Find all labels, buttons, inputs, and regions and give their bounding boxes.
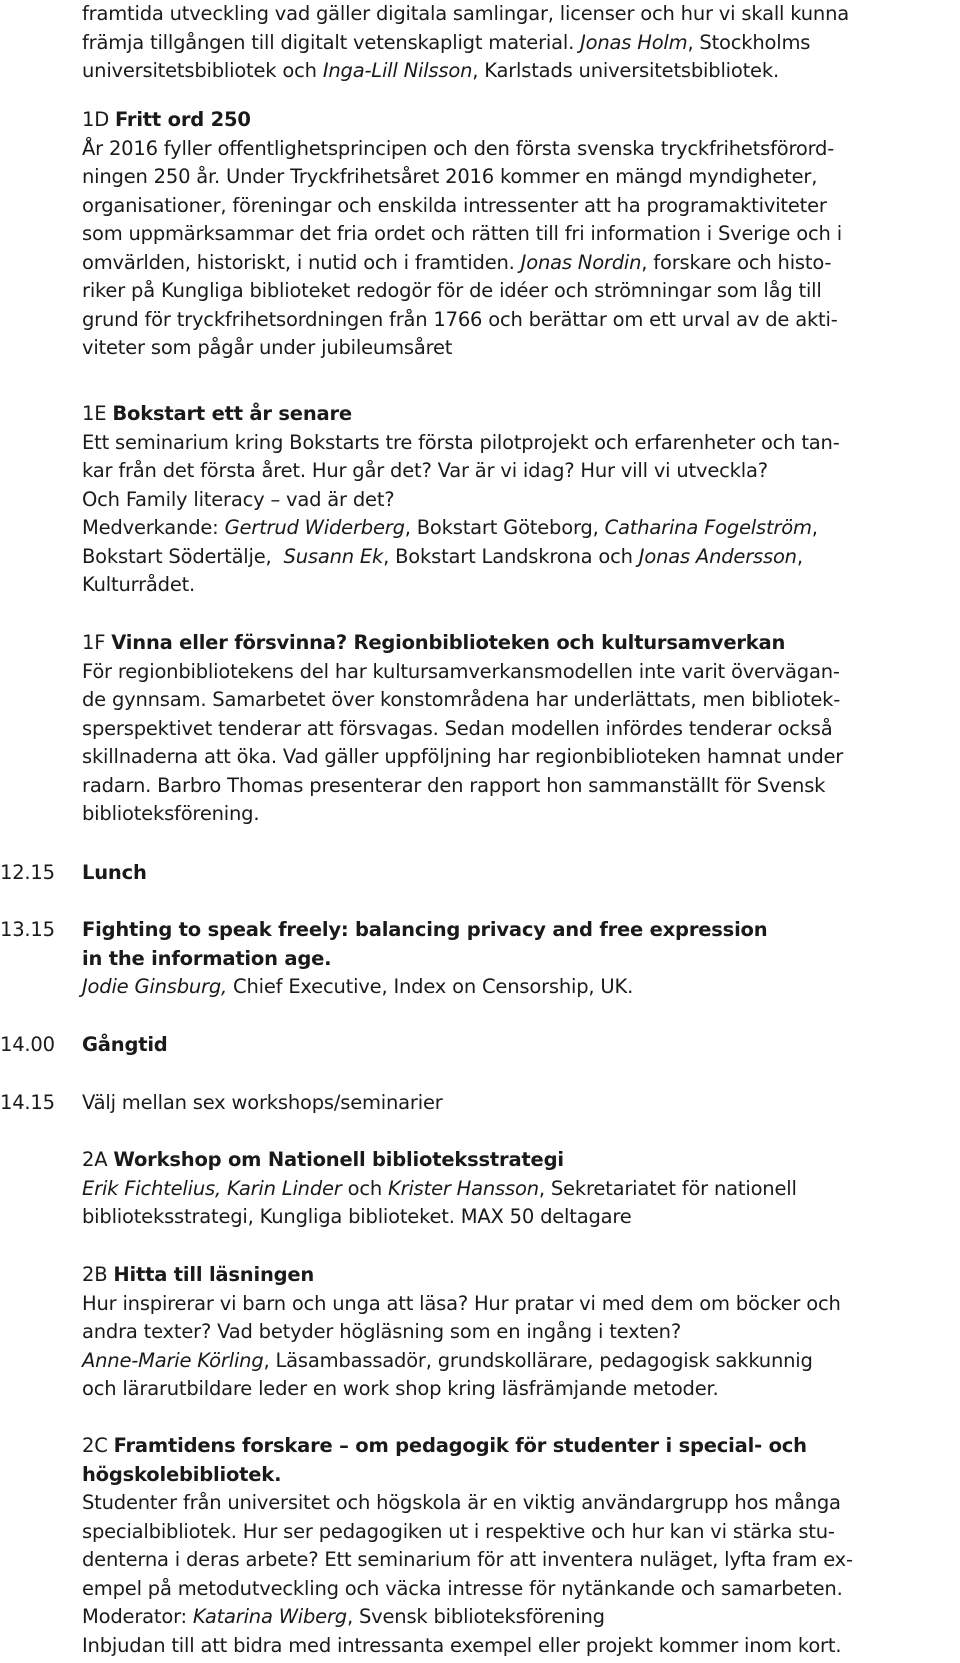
keynote-speaker-line [82, 973, 954, 1002]
session-heading [82, 106, 954, 135]
speaker-role: Chief Executive, Index on Censorship, UK. [227, 975, 634, 998]
session-text-line [82, 1175, 954, 1204]
session-title: Framtidens forskare – om pedagogik för studenter i special- och [113, 1434, 807, 1457]
intro-text: främja tillgången till digitalt vetenskapligt material. [82, 30, 581, 54]
speaker-name: Erik Fichtelius, Karin Linder [82, 1176, 342, 1200]
lunch-label: Lunch [82, 861, 147, 884]
lunch-entry [82, 859, 954, 888]
session-text: , Bokstart Landskrona och [383, 544, 639, 568]
intro-line-1: framtida utveckling vad gäller digitala samlingar, licenser och hur vi skall kunna [82, 2, 849, 25]
workshops-time: 14.15 [0, 1091, 55, 1114]
session-title: Workshop om Nationell biblioteksstrategi [113, 1148, 564, 1171]
session-text-line: som uppmärksammar det fria ordet och rätten till fri information i Sverige och i [82, 222, 842, 245]
intro-line-2 [82, 29, 954, 58]
session-title: Fritt ord 250 [115, 108, 251, 131]
session-text-line: skillnaderna att öka. Vad gäller uppföljning har regionbiblioteken hamnat under [82, 745, 844, 768]
session-heading [82, 629, 954, 658]
session-text: , Läsambassadör, grundskollärare, pedagogisk sakkunnig [263, 1348, 813, 1372]
session-text-line: Inbjudan till att bidra med intressanta exempel eller projekt kommer inom kort. [82, 1633, 842, 1657]
speaker-name: Jodie Ginsburg, [82, 975, 228, 998]
speaker-name: Krister Hansson [388, 1176, 539, 1200]
session-heading [82, 1146, 954, 1175]
speaker-name: Katarina Wiberg [192, 1605, 347, 1628]
session-text: Bokstart Södertälje, [82, 544, 284, 568]
session-heading [82, 400, 954, 429]
session-text-line: För regionbibliotekens del har kultursamverkansmodellen inte varit övervägan- [82, 659, 840, 683]
intro-paragraph [82, 0, 954, 86]
workshops-entry [82, 1089, 954, 1118]
session-code: 1D [82, 108, 116, 131]
session-text-line: viteter som pågår under jubileumsåret [82, 336, 453, 359]
session-text-line: empel på metodutveckling och väcka intresse för nytänkande och samarbeten. [82, 1576, 843, 1600]
session-1f [82, 629, 954, 829]
session-2b [82, 1261, 954, 1404]
session-title: Hitta till läsningen [113, 1263, 315, 1286]
walk-time: 14.00 [0, 1033, 55, 1056]
session-text-line [82, 514, 954, 543]
session-2c [82, 1432, 954, 1660]
intro-text: , Stockholms [687, 30, 811, 54]
session-heading [82, 1261, 954, 1290]
session-text-line [82, 543, 954, 572]
speaker-name: Jonas Holm [580, 30, 688, 54]
session-text-line: riker på Kungliga biblioteket redogör för de idéer och strömningar som låg till [82, 279, 822, 302]
intro-line-3 [82, 57, 954, 86]
session-text-line: Kulturrådet. [82, 573, 196, 596]
session-text-line: År 2016 fyller offentlighetsprincipen och den första svenska tryckfrihetsförord- [82, 136, 835, 160]
session-text-line: grund för tryckfrihetsordningen från 1766 och berättar om ett urval av de akti- [82, 307, 838, 331]
keynote-title-line-2: in the information age. [82, 946, 332, 970]
session-code: 2A [82, 1148, 114, 1171]
session-text: Moderator: [82, 1605, 193, 1628]
session-text-line: andra texter? Vad betyder högläsning som en ingång i texten? [82, 1320, 681, 1343]
session-title-line-2: högskolebibliotek. [82, 1462, 282, 1486]
session-text-line: specialbibliotek. Hur ser pedagogiken ut i respektive och hur kan vi stärka stu- [82, 1519, 835, 1543]
session-1e [82, 400, 954, 600]
session-text-line: Och Family literacy – vad är det? [82, 487, 395, 511]
session-text: , Sekretariatet för nationell [538, 1176, 797, 1200]
workshops-label: Välj mellan sex workshops/seminarier [82, 1091, 443, 1114]
session-text-line: biblioteksstrategi, Kungliga biblioteket. MAX 50 deltagare [82, 1205, 632, 1228]
session-text-line: Hur inspirerar vi barn och unga att läsa? Hur pratar vi med dem om böcker och [82, 1291, 841, 1315]
session-1d [82, 106, 954, 363]
session-text-line: och lärarutbildare leder en work shop kring läsfrämjande metoder. [82, 1377, 719, 1400]
lunch-time: 12.15 [0, 861, 55, 884]
keynote-entry [82, 916, 954, 1002]
session-text: omvärlden, historiskt, i nutid och i framtiden. [82, 250, 521, 274]
keynote-title-line-1: Fighting to speak freely: balancing privacy and free expression [82, 918, 768, 941]
session-code: 2B [82, 1263, 114, 1286]
session-text-line: radarn. Barbro Thomas presenterar den rapport hon sammanställt för Svensk [82, 773, 826, 797]
session-text: Medverkande: [82, 516, 225, 539]
session-title: Bokstart ett år senare [112, 402, 352, 425]
walk-entry [82, 1031, 954, 1060]
session-text-line: Ett seminarium kring Bokstarts tre första pilotprojekt och erfarenheter och tan- [82, 430, 840, 454]
session-text-line: ningen 250 år. Under Tryckfrihetsåret 2016 kommer en mängd myndigheter, [82, 165, 818, 188]
session-text: , Svensk biblioteksförening [346, 1605, 605, 1628]
session-code: 2C [82, 1434, 114, 1457]
walk-label: Gångtid [82, 1033, 168, 1056]
session-code: 1E [82, 402, 113, 425]
session-text-line: Studenter från universitet och högskola är en viktig användargrupp hos många [82, 1491, 841, 1514]
session-text-line [82, 249, 954, 278]
keynote-time: 13.15 [0, 918, 55, 941]
session-text-line [82, 1603, 954, 1632]
speaker-name: Jonas Andersson [638, 544, 797, 568]
speaker-name: Gertrud Widerberg [224, 516, 405, 539]
session-text-line [82, 1347, 954, 1376]
intro-text: , Karlstads universitetsbibliotek. [472, 59, 779, 82]
intro-text: universitetsbibliotek och [82, 59, 323, 82]
session-text: , Bokstart Göteborg, [404, 516, 605, 539]
session-title: Vinna eller försvinna? Regionbiblioteken och kultursamverkan [111, 631, 786, 654]
session-text: och [341, 1176, 389, 1200]
session-text-line: kar från det första året. Hur går det? Var är vi idag? Hur vill vi utveckla? [82, 459, 768, 482]
speaker-name: Susann Ek [283, 544, 384, 568]
session-text-line: organisationer, föreningar och enskilda intressenter att ha programaktiviteter [82, 193, 827, 217]
session-text-line: de gynnsam. Samarbetet över konstområdena har underlättats, men bibliotek- [82, 688, 841, 711]
session-text: , [811, 516, 818, 539]
speaker-name: Catharina Fogelström [604, 516, 812, 539]
speaker-name: Jonas Nordin [520, 250, 642, 274]
session-text: , [796, 544, 803, 568]
speaker-name: Anne-Marie Körling [82, 1348, 264, 1372]
session-2a [82, 1146, 954, 1232]
session-heading [82, 1432, 954, 1461]
session-code: 1F [82, 631, 112, 654]
session-text-line: denterna i deras arbete? Ett seminarium för att inventera nuläget, lyfta fram ex- [82, 1548, 853, 1571]
speaker-name: Inga-Lill Nilsson [322, 59, 473, 82]
session-text-line: biblioteksförening. [82, 802, 260, 825]
session-text: , forskare och histo- [641, 250, 832, 274]
session-text-line: sperspektivet tenderar att försvagas. Sedan modellen infördes tenderar också [82, 716, 833, 740]
